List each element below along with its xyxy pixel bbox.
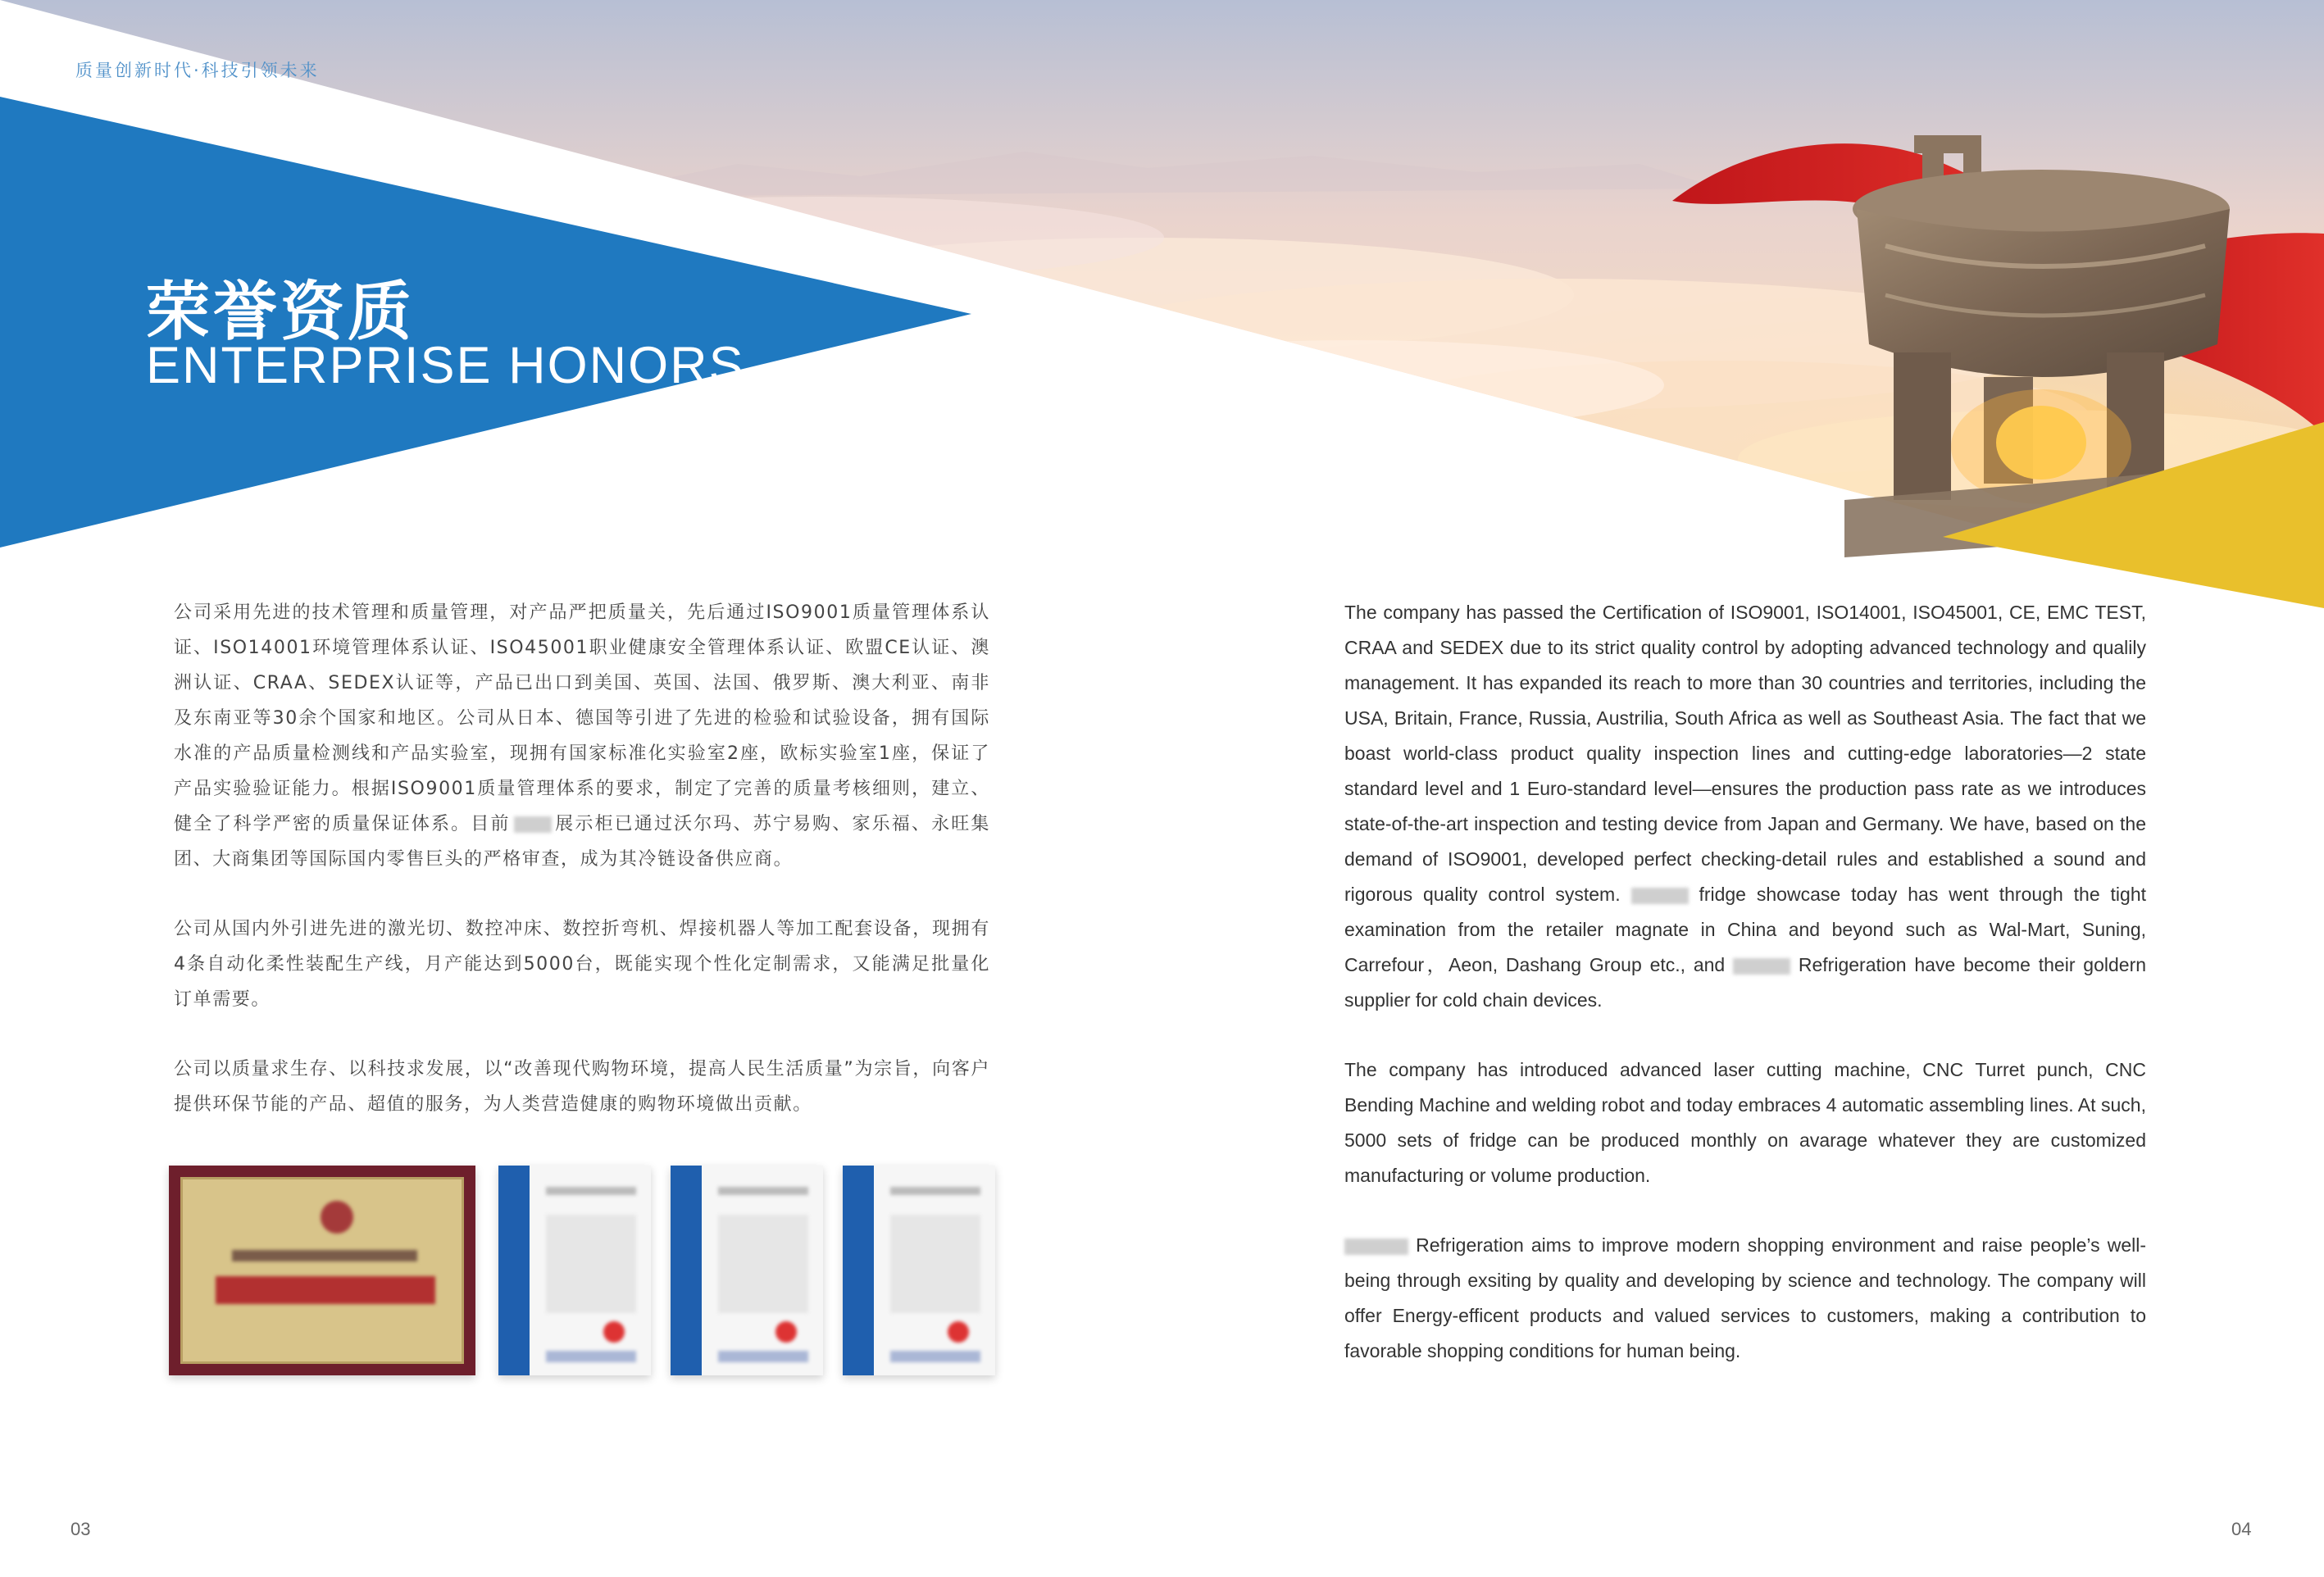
cn-paragraph-1-text: 公司采用先进的技术管理和质量管理，对产品严把质量关，先后通过ISO9001质量管理体系认证、ISO14001环境管理体系认证、ISO45001职业健康安全管理体系认证、欧盟CE认证、澳洲认证、CRAA、SEDEX认证等，产品已出口到美国、英国、法国、俄罗斯、澳大利亚、南非及东南亚等30余个国家和地区。公司从日本、德国等引进了先进的检验和试验设备，拥有国际水准的产品质量检测线和产品实验室，现拥有国家标准化实验室2座，欧标实验室1座，保证了产品实验验证能力。根据ISO9001质量管理体系的要求，制定了完善的质量考核细则，建立、健全了科学严密的质量保证体系。目前 bbox=[174, 602, 990, 834]
redacted-brand bbox=[514, 816, 552, 833]
page-title-cn: 荣誉资质 bbox=[146, 275, 416, 349]
en-paragraph-3 bbox=[1344, 1228, 2146, 1369]
redacted-brand bbox=[1733, 958, 1790, 975]
cn-paragraph-1 bbox=[174, 595, 990, 877]
tagline: 质量创新时代·科技引领未来 bbox=[75, 61, 320, 80]
en-paragraph-1-part-a: The company has passed the Certification of ISO9001, ISO14001, ISO45001, CE, EMC TEST, CRAA and SEDEX due to its strict quality control by adopting advanced technology and qualily management. It has expanded its reach to more than 30 countries and territories, including the USA, Britain, France, Russia, Austrilia, South Africa as well as Southeast Asia. The fact that we boast world-class product quality inspection lines and cutting-edge laboratories—2 state standard level and 1 Euro-standard level—ensures the production pass rate as we introduces state-of-the-art inspection and testing device from Japan and Germany. We have, based on the demand of ISO9001, developed perfect checking-detail rules and established a sound and rigorous quality control system. bbox=[1344, 602, 2146, 905]
cn-paragraph-1-tail: 展示柜已通过沃尔玛、苏宁易购、家乐福、永旺集团、大商集团等国际国内零售巨头的严格审查，成为其冷链设备供应商。 bbox=[174, 814, 991, 870]
page-title-en: ENTERPRISE HONORS bbox=[146, 337, 745, 394]
certificate-2 bbox=[671, 1166, 823, 1375]
redacted-brand bbox=[1631, 888, 1689, 904]
certificate-3 bbox=[843, 1166, 995, 1375]
en-paragraph-3-text: Refrigeration aims to improve modern shopping environment and raise people’s well-being through exsiting by quality and developing by science and technology. The company will offer Energy-efficent products and valued services to customers, making a contribution to favorable shopping conditions for human being. bbox=[1344, 1234, 2147, 1361]
en-paragraph-1-part-c: Refrigeration have become their goldern supplier for cold chain devices. bbox=[1344, 954, 2147, 1011]
cn-paragraph-3: 公司以质量求生存、以科技求发展，以“改善现代购物环境，提高人民生活质量”为宗旨，向客户提供环保节能的产品、超值的服务，为人类营造健康的购物环境做出贡献。 bbox=[174, 1059, 990, 1115]
en-paragraph-2: The company has introduced advanced laser cutting machine, CNC Turret punch, CNC Bending Machine and welding robot and today embraces 4 automatic assembling lines. At such, 5000 sets of fridge can be produced monthly on avarage whatever they are customized manufacturing or volume production. bbox=[1344, 1059, 2146, 1186]
page-number-left: 03 bbox=[70, 1519, 91, 1539]
cn-paragraph-2: 公司从国内外引进先进的激光切、数控冲床、数控折弯机、焊接机器人等加工配套设备，现拥有4条自动化柔性装配生产线，月产能达到5000台，既能实现个性化定制需求，又能满足批量化订单需要。 bbox=[174, 919, 990, 1010]
certificate-1 bbox=[498, 1166, 651, 1375]
en-paragraph-1-part-b: fridge showcase today has went through the tight examination from the retailer magnate in China and beyond such as Wal-Mart, Suning, Carrefour，Aeon, Dashang Group etc., and bbox=[1344, 884, 2147, 975]
page-number-right: 04 bbox=[2231, 1519, 2252, 1539]
honor-plaque bbox=[169, 1166, 475, 1375]
redacted-brand bbox=[1344, 1238, 1408, 1255]
en-paragraph-1 bbox=[1344, 595, 2146, 1018]
